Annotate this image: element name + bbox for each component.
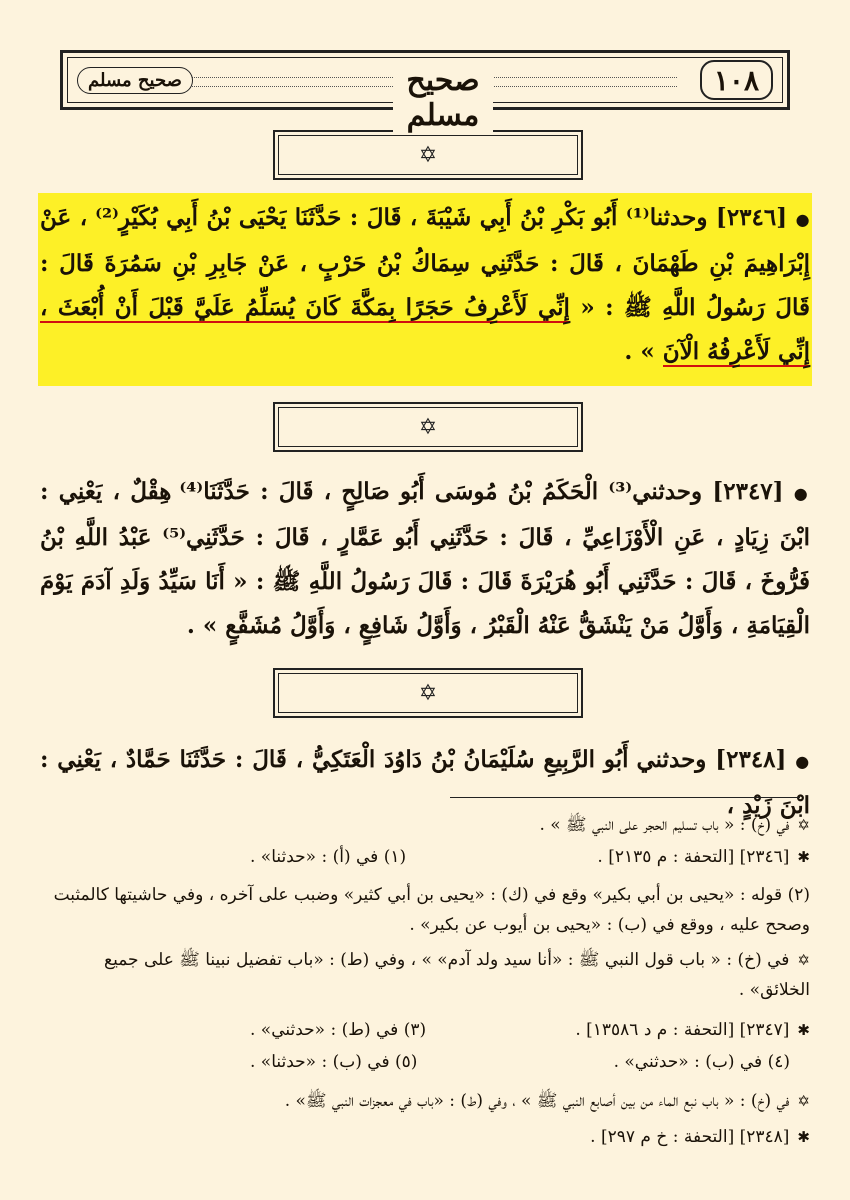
footnote-text: (٤) في (ب) : «حدثني» . xyxy=(613,1052,790,1072)
hadith-text-line: إِبْرَاهِيمَ بْنِ طَهْمَانَ ، قَالَ : حَدَّثَنِي سِمَاكُ بْنُ حَرْبٍ ، عَنْ جَابِرِ بْنِ سَمُرَةَ قَالَ : قَالَ xyxy=(40,250,811,321)
footnote-tuhfa xyxy=(597,842,810,872)
hadith-number: [٢٣٤٨] xyxy=(715,746,787,773)
footnote-text: [٢٣٤٨] [التحفة : خ م ٢٩٧] . xyxy=(590,1127,790,1147)
footnote-text: (١) في (أ) : «حدثنا» . xyxy=(250,847,407,867)
footnote-text: [٢٣٤٧] [التحفة : م د ١٣٥٨٦] . xyxy=(575,1020,790,1040)
footnote-row xyxy=(50,1015,810,1045)
footnote-row xyxy=(50,1047,810,1077)
footnote-text: [٢٣٤٦] [التحفة : م ٢١٣٥] . xyxy=(597,847,790,867)
footnote-chapter xyxy=(50,810,810,840)
footnote-text: (٣) في (ط) : «حدثني» . xyxy=(250,1020,427,1040)
footnote-2: (٢) قوله : «يحيى بن أبي بكير» وقع في (ك) : «يحيى بن أبي كثير» وضبب على آخره ، وفي حاشيتها كالمثبت وصحح عليه ، ووقع في (ب) : «يحيى بن أيوب عن بكير» . xyxy=(53,885,810,935)
footnote-tuhfa xyxy=(50,1122,810,1152)
hadith-2346 xyxy=(40,196,810,374)
footnote-tuhfa xyxy=(575,1015,810,1045)
page-number-frame xyxy=(700,60,773,100)
hadith-number: [٢٣٤٦] xyxy=(715,204,788,231)
header-title: صحيح مسلم xyxy=(393,63,493,133)
bullet-icon: ● xyxy=(795,752,811,771)
star-ornament-icon: ✡ xyxy=(418,680,438,706)
footnote-divider xyxy=(450,797,800,798)
star-marker-icon: ✡ xyxy=(797,1092,810,1110)
chapter-heading-box xyxy=(273,130,583,180)
hadith-text-end: » . xyxy=(624,338,655,365)
star-marker-icon: ✡ xyxy=(797,951,810,969)
hadith-2347 xyxy=(40,470,810,648)
footnote-text: في (خ) : « باب قول النبي ﷺ : «أنا سيد ولد آدم» » ، وفي (ط) : «باب تفضيل نبينا ﷺ على جميع الخلائق» . xyxy=(104,950,810,1000)
star-ornament-icon: ✡ xyxy=(418,142,438,168)
footnote-text: في (خ) : « باب نبع الماء من بين أصابع النبي ﷺ » ، وفي (ط) : «باب في معجزات النبي ﷺ» . xyxy=(284,1091,790,1111)
collection-logo: صحيح مسلم xyxy=(77,67,193,94)
asterisk-icon: ✱ xyxy=(797,848,810,866)
chapter-heading-box xyxy=(273,402,583,452)
page-number: ١٠٨ xyxy=(713,63,759,97)
asterisk-icon: ✱ xyxy=(797,1021,810,1039)
bullet-icon: ● xyxy=(793,484,810,503)
chapter-heading-box xyxy=(273,668,583,718)
star-marker-icon: ✡ xyxy=(797,816,810,834)
hadith-number: [٢٣٤٧] xyxy=(712,478,784,505)
page-header xyxy=(60,50,790,133)
footnote-text: في (خ) : « باب تسليم الحجر على النبي ﷺ » . xyxy=(539,815,790,835)
bullet-icon: ● xyxy=(795,210,811,229)
footnote-chapter xyxy=(50,1086,810,1116)
footnote-chapter xyxy=(50,945,810,1005)
prophet-speech: إِنِّي لَأَعْرِفُ حَجَرًا بِمَكَّةَ كَانَ يُسَلِّمُ عَلَيَّ قَبْلَ أَنْ أُبْعَثَ ، إِنِّي لَأَعْرِفُهُ الْآنَ xyxy=(40,294,810,365)
asterisk-icon: ✱ xyxy=(797,1128,810,1146)
hadith-text: وحدثني أَبُو الرَّبِيعِ سُلَيْمَانُ بْنُ دَاوُدَ الْعَتَكِيُّ ، قَالَ : حَدَّثَنَا حَمَّادٌ ، يَعْنِي : ابْنَ زَيْدٍ ، xyxy=(40,746,810,819)
hadith-text: وحدثني⁽³⁾ الْحَكَمُ بْنُ مُوسَى أَبُو صَالِحٍ ، قَالَ : حَدَّثَنَا⁽⁴⁾ هِقْلٌ ، يَعْنِي : ابْنَ زِيَادٍ ، عَنِ الْأَوْزَاعِيِّ ، قَالَ : حَدَّثَنِي أَبُو عَمَّارٍ ، قَالَ : حَدَّثَنِي⁽⁵⁾ عَبْدُ اللَّهِ بْنُ فَرُّوخَ ، قَالَ : حَدَّثَنِي أَبُو هُرَيْرَةَ قَالَ : قَالَ رَسُولُ اللَّهِ ﷺ : « أَنَا سَيِّدُ وَلَدِ آدَمَ يَوْمَ الْقِيَامَةِ ، وَأَوَّلُ مَنْ يَنْشَقُّ عَنْهُ الْقَبْرُ ، وَأَوَّلُ شَافِعٍ ، وَأَوَّلُ مُشَفَّعٍ » . xyxy=(40,478,810,639)
footnote-text: (٥) في (ب) : «حدثنا» . xyxy=(250,1052,418,1072)
hadith-text-line: رَسُولُ اللَّهِ ﷺ : « xyxy=(580,294,765,321)
star-ornament-icon: ✡ xyxy=(418,414,438,440)
footnote-row xyxy=(50,842,810,872)
hadith-text-line: وحدثنا⁽¹⁾ أَبُو بَكْرِ بْنُ أَبِي شَيْبَةَ ، قَالَ : حَدَّثَنَا يَحْيَى بْنُ أَبِي بُكَيْرٍ⁽²⁾ ، عَنْ xyxy=(40,204,708,231)
